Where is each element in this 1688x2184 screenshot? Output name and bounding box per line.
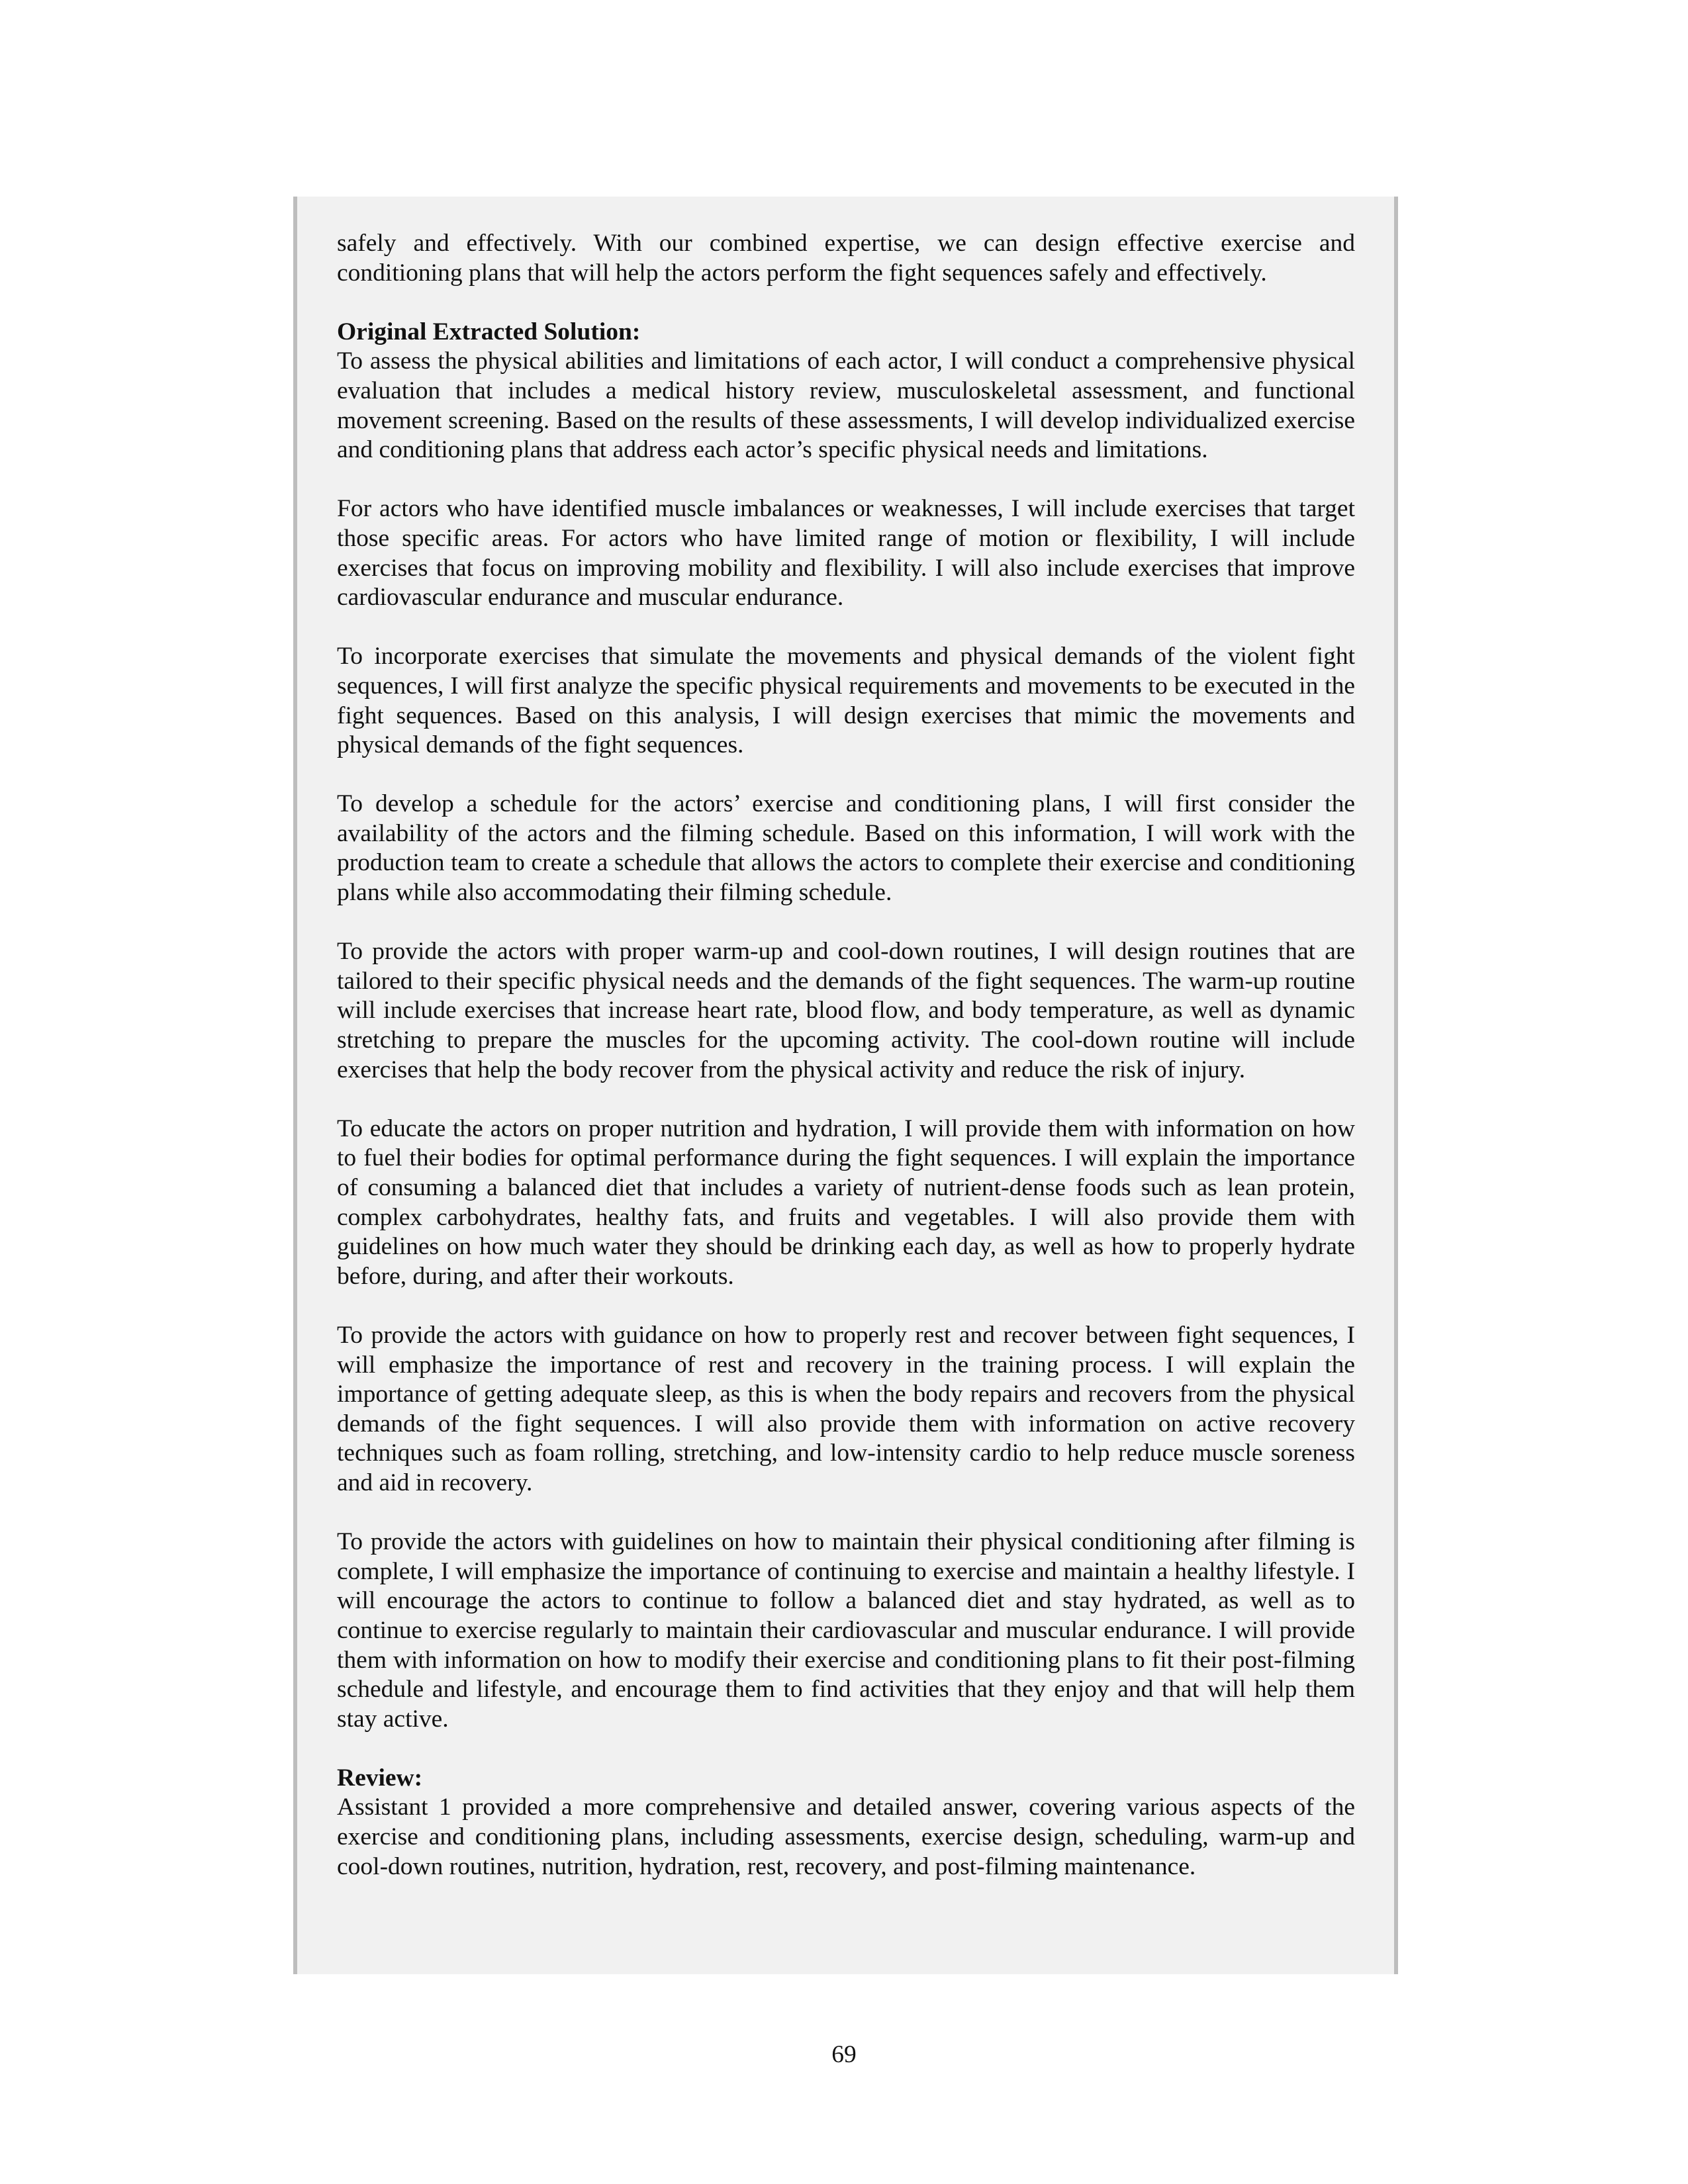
- solution-paragraph-1: To assess the physical abilities and limitations of each actor, I will conduct a comprehensive physical evaluation that includes a medical history review, musculoskeletal assessment, and functional movement screening. Based on the results of these assessments, I will develop individualized exercise and conditioning plans that address each actor’s specific physical needs and limitations.: [337, 347, 1355, 464]
- solution-paragraph-4: To develop a schedule for the actors’ exercise and conditioning plans, I will first consider the availability of the actors and the filming schedule. Based on this information, I will work with the production team to create a schedule that allows the actors to complete their exercise and conditioning plans while also accommodating their filming schedule.: [337, 790, 1355, 907]
- solution-paragraph-7: To provide the actors with guidance on how to properly rest and recover between fight sequences, I will emphasize the importance of rest and recovery in the training process. I will explain the importance of getting adequate sleep, as this is when the body repairs and recovers from the physical demands of the fight sequences. I will also provide them with information on active recovery techniques such as foam rolling, stretching, and low-intensity cardio to help reduce muscle soreness and aid in recovery.: [337, 1321, 1355, 1496]
- solution-paragraph-3: To incorporate exercises that simulate the movements and physical demands of the violent fight sequences, I will first analyze the specific physical requirements and movements to be executed in the fight sequences. Based on this analysis, I will design exercises that mimic the movements and physical demands of the fight sequences.: [337, 643, 1355, 759]
- solution-section: [337, 318, 1355, 1735]
- continuation-paragraph: safely and effectively. With our combined expertise, we can design effective exercise and conditioning plans that will help the actors perform the fight sequences safely and effectively.: [337, 230, 1355, 287]
- review-section: [337, 1764, 1355, 1882]
- review-paragraph: Assistant 1 provided a more comprehensive and detailed answer, covering various aspects of the exercise and conditioning plans, including assessments, exercise design, scheduling, warm-up and cool-down routines, nutrition, hydration, rest, recovery, and post-filming maintenance.: [337, 1794, 1355, 1880]
- solution-paragraph-6: To educate the actors on proper nutrition and hydration, I will provide them with information on how to fuel their bodies for optimal performance during the fight sequences. I will explain the importance of consuming a balanced diet that includes a variety of nutrient-dense foods such as lean protein, complex carbohydrates, healthy fats, and fruits and vegetables. I will also provide them with guidelines on how much water they should be drinking each day, as well as how to properly hydrate before, during, and after their workouts.: [337, 1115, 1355, 1290]
- solution-heading: Original Extracted Solution:: [337, 318, 641, 345]
- review-heading: Review:: [337, 1764, 423, 1792]
- page-number: 69: [831, 2041, 857, 2068]
- solution-paragraph-2: For actors who have identified muscle imbalances or weaknesses, I will include exercises that target those specific areas. For actors who have limited range of motion or flexibility, I will include exercises that focus on improving mobility and flexibility. I will also include exercises that improve cardiovascular endurance and muscular endurance.: [337, 495, 1355, 612]
- solution-paragraph-5: To provide the actors with proper warm-up and cool-down routines, I will design routines that are tailored to their specific physical needs and the demands of the fight sequences. The warm-up routine will include exercises that increase heart rate, blood flow, and body temperature, as well as dynamic stretching to prepare the muscles for the upcoming activity. The cool-down routine will include exercises that help the body recover from the physical activity and reduce the risk of injury.: [337, 938, 1355, 1083]
- solution-paragraph-8: To provide the actors with guidelines on how to maintain their physical conditioning after filming is complete, I will emphasize the importance of continuing to exercise and maintain a healthy lifestyle. I will encourage the actors to continue to follow a balanced diet and stay hydrated, as well as to continue to exercise regularly to maintain their cardiovascular and muscular endurance. I will provide them with information on how to modify their exercise and conditioning plans to fit their post-filming schedule and lifestyle, and encourage them to find activities that they enjoy and that will help them stay active.: [337, 1528, 1355, 1733]
- page-content: [337, 229, 1355, 1882]
